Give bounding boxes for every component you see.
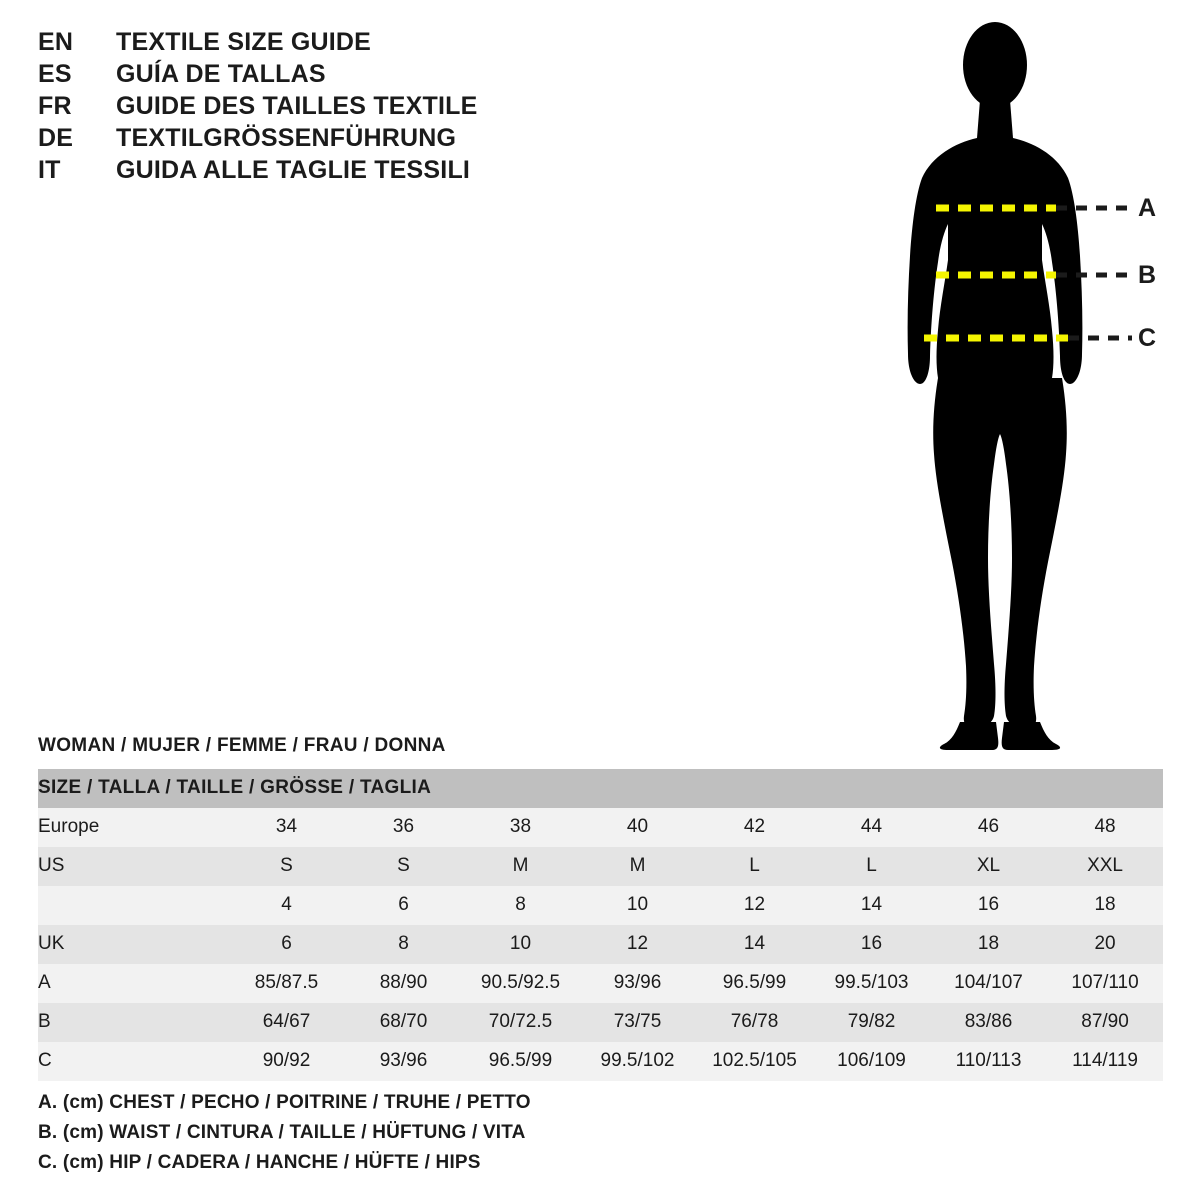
cell-us-3: M (579, 847, 696, 886)
cell-us-6: XL (930, 847, 1047, 886)
cell-a-6: 104/107 (930, 964, 1047, 1003)
row-label-c: C (38, 1042, 228, 1081)
cell-europe-7: 48 (1047, 808, 1163, 847)
cell-a-0: 85/87.5 (228, 964, 345, 1003)
title-text-fr: GUIDE DES TAILLES TEXTILE (116, 92, 478, 120)
cell-europe-3: 40 (579, 808, 696, 847)
cell-uk-7: 20 (1047, 925, 1163, 964)
footnote-c: C. (cm) HIP / CADERA / HANCHE / HÜFTE / HIPS (38, 1152, 481, 1173)
title-row-es (38, 60, 678, 92)
cell-us-0: S (228, 847, 345, 886)
cell-c-5: 106/109 (813, 1042, 930, 1081)
cell-b-1: 68/70 (345, 1003, 462, 1042)
cell-us-7: XXL (1047, 847, 1163, 886)
title-text-it: GUIDA ALLE TAGLIE TESSILI (116, 156, 471, 184)
cell-europe-5: 44 (813, 808, 930, 847)
cell-us-1: S (345, 847, 462, 886)
cell-c-0: 90/92 (228, 1042, 345, 1081)
footnote-a: A. (cm) CHEST / PECHO / POITRINE / TRUHE / PETTO (38, 1092, 531, 1113)
marker-label-b: B (1138, 261, 1157, 289)
title-lang-it: IT (38, 156, 61, 184)
cell-c-7: 114/119 (1047, 1042, 1163, 1081)
cell-uk-1: 8 (345, 925, 462, 964)
title-lang-es: ES (38, 60, 72, 88)
cell-uk-2: 10 (462, 925, 579, 964)
cell-a-1: 88/90 (345, 964, 462, 1003)
cell-b-0: 64/67 (228, 1003, 345, 1042)
cell-us-2: M (462, 847, 579, 886)
cell-c-2: 96.5/99 (462, 1042, 579, 1081)
title-row-de (38, 124, 678, 156)
cell-usnum-1: 6 (345, 886, 462, 925)
footnote-b: B. (cm) WAIST / CINTURA / TAILLE / HÜFTUNG / VITA (38, 1122, 526, 1143)
cell-usnum-6: 16 (930, 886, 1047, 925)
cell-b-3: 73/75 (579, 1003, 696, 1042)
table-row (38, 808, 1163, 847)
cell-us-5: L (813, 847, 930, 886)
table-row (38, 847, 1163, 886)
cell-europe-4: 42 (696, 808, 813, 847)
row-label-b: B (38, 1003, 228, 1042)
table-row (38, 1042, 1163, 1081)
marker-label-c: C (1138, 324, 1157, 352)
cell-usnum-4: 12 (696, 886, 813, 925)
title-text-de: TEXTILGRÖSSENFÜHRUNG (116, 124, 457, 152)
cell-c-3: 99.5/102 (579, 1042, 696, 1081)
title-lang-en: EN (38, 28, 74, 56)
cell-europe-1: 36 (345, 808, 462, 847)
row-label-a: A (38, 964, 228, 1003)
cell-c-6: 110/113 (930, 1042, 1047, 1081)
title-lang-fr: FR (38, 92, 72, 120)
table-row (38, 1003, 1163, 1042)
cell-usnum-7: 18 (1047, 886, 1163, 925)
cell-usnum-5: 14 (813, 886, 930, 925)
cell-europe-0: 34 (228, 808, 345, 847)
cell-c-1: 93/96 (345, 1042, 462, 1081)
female-body-figure (860, 10, 1190, 750)
cell-uk-4: 14 (696, 925, 813, 964)
cell-a-3: 93/96 (579, 964, 696, 1003)
measurement-legend (38, 1088, 938, 1178)
row-label-us: US (38, 847, 228, 886)
table-row (38, 964, 1163, 1003)
cell-b-6: 83/86 (930, 1003, 1047, 1042)
cell-usnum-3: 10 (579, 886, 696, 925)
table-header-label: SIZE / TALLA / TAILLE / GRÖSSE / TAGLIA (38, 769, 1163, 808)
title-text-en: TEXTILE SIZE GUIDE (116, 28, 372, 56)
cell-uk-0: 6 (228, 925, 345, 964)
cell-a-7: 107/110 (1047, 964, 1163, 1003)
cell-b-5: 79/82 (813, 1003, 930, 1042)
section-caption: WOMAN / MUJER / FEMME / FRAU / DONNA (38, 735, 446, 756)
cell-a-2: 90.5/92.5 (462, 964, 579, 1003)
title-row-fr (38, 92, 678, 124)
title-row-it (38, 156, 678, 188)
cell-b-4: 76/78 (696, 1003, 813, 1042)
cell-c-4: 102.5/105 (696, 1042, 813, 1081)
cell-a-4: 96.5/99 (696, 964, 813, 1003)
row-label-us-numeric (38, 886, 228, 925)
size-table-section (38, 735, 1163, 1081)
marker-label-a: A (1138, 194, 1157, 222)
cell-europe-2: 38 (462, 808, 579, 847)
cell-uk-5: 16 (813, 925, 930, 964)
cell-uk-6: 18 (930, 925, 1047, 964)
cell-a-5: 99.5/103 (813, 964, 930, 1003)
row-label-uk: UK (38, 925, 228, 964)
cell-usnum-0: 4 (228, 886, 345, 925)
row-label-europe: Europe (38, 808, 228, 847)
cell-b-2: 70/72.5 (462, 1003, 579, 1042)
title-text-es: GUÍA DE TALLAS (116, 60, 326, 88)
table-row (38, 925, 1163, 964)
table-row (38, 886, 1163, 925)
cell-uk-3: 12 (579, 925, 696, 964)
cell-europe-6: 46 (930, 808, 1047, 847)
size-table (38, 769, 1163, 1081)
cell-us-4: L (696, 847, 813, 886)
table-header-row (38, 769, 1163, 808)
body-silhouette-icon (860, 10, 1190, 750)
title-row-en (38, 28, 678, 60)
title-block (38, 28, 678, 188)
cell-b-7: 87/90 (1047, 1003, 1163, 1042)
cell-usnum-2: 8 (462, 886, 579, 925)
title-lang-de: DE (38, 124, 74, 152)
